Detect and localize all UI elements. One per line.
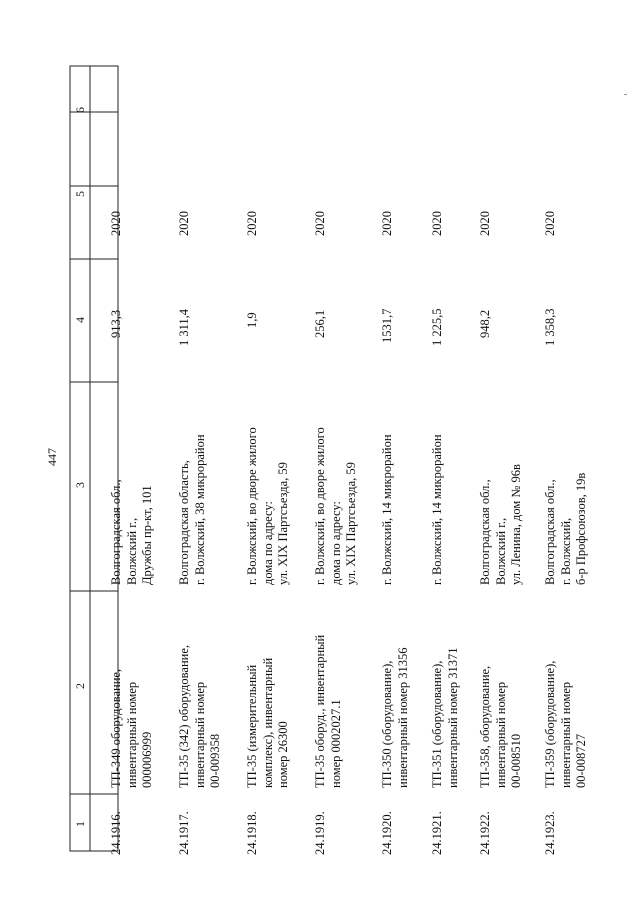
row-name: ТП-359 (оборудование), инвентарный номер 00-008727 (543, 660, 588, 788)
row-address: Волгоградская область, г. Волжский, 38 микрорайон (177, 434, 207, 585)
row-year: 2020 (478, 211, 492, 236)
row-number: 24.1920. (380, 811, 394, 855)
row-number: 24.1918. (245, 811, 259, 855)
column-header-6: 6 (73, 107, 87, 113)
column-header-1: 1 (73, 821, 87, 827)
row-year: 2020 (430, 211, 444, 236)
row-name: ТП-351 (оборудование), инвентарный номер 31371 (430, 647, 460, 788)
row-name: ТП-35 (измерительный комплекс), инвентарный номер 26300 (245, 657, 290, 788)
row-address: г. Волжский, 14 микрорайон (430, 434, 444, 585)
row-name: ТП-35 оборуд., инвентарный номер 0002027.1 (313, 634, 343, 788)
row-name: ТП-358, оборудование, инвентарный номер 00-008510 (478, 665, 523, 788)
row-value: 1 358,3 (543, 308, 557, 346)
scan-speck (624, 94, 627, 95)
column-header-5: 5 (73, 191, 87, 197)
row-value: 1 225,5 (430, 308, 444, 346)
row-year: 2020 (543, 211, 557, 236)
row-value: 948,2 (478, 309, 492, 338)
row-number: 24.1917. (177, 811, 191, 855)
row-name: ТП-349 оборудование, инвентарный номер 000006999 (109, 668, 154, 788)
row-name: ТП-350 (оборудование), инвентарный номер 31356 (380, 647, 410, 788)
page-number: 447 (45, 448, 59, 466)
row-value: 1,9 (245, 312, 259, 328)
row-name: ТП-35 (342) оборудование, инвентарный номер 00-009358 (177, 644, 222, 788)
row-value: 1 311,4 (177, 308, 191, 346)
row-value: 256,1 (313, 309, 327, 338)
row-year: 2020 (177, 211, 191, 236)
row-address: Волгоградская обл., г. Волжский, б-р Профсоюзов, 19в (543, 472, 588, 585)
row-address: г. Волжский, во дворе жилого дома по адресу: ул. XIX Партсъезда, 59 (245, 427, 290, 585)
row-address: Волгоградская обл., Волжский г., Дружбы пр-кт, 101 (109, 479, 154, 585)
row-value: 1531,7 (380, 308, 394, 343)
row-number: 24.1919. (313, 811, 327, 855)
column-header-4: 4 (73, 317, 87, 323)
row-year: 2020 (245, 211, 259, 236)
row-year: 2020 (380, 211, 394, 236)
row-number: 24.1916. (109, 811, 123, 855)
row-address: г. Волжский, во дворе жилого дома по адресу: ул. XIX Партсъезда, 59 (313, 427, 358, 585)
row-address: г. Волжский, 14 микрорайон (380, 434, 394, 585)
row-number: 24.1921. (430, 811, 444, 855)
row-number: 24.1922. (478, 811, 492, 855)
row-address: Волгоградская обл., Волжский г., ул. Ленина, дом № 96в (478, 464, 523, 585)
row-year: 2020 (109, 211, 123, 236)
row-year: 2020 (313, 211, 327, 236)
row-number: 24.1923. (543, 811, 557, 855)
column-header-2: 2 (73, 683, 87, 689)
column-header-3: 3 (73, 482, 87, 488)
row-value: 913,3 (109, 309, 123, 338)
